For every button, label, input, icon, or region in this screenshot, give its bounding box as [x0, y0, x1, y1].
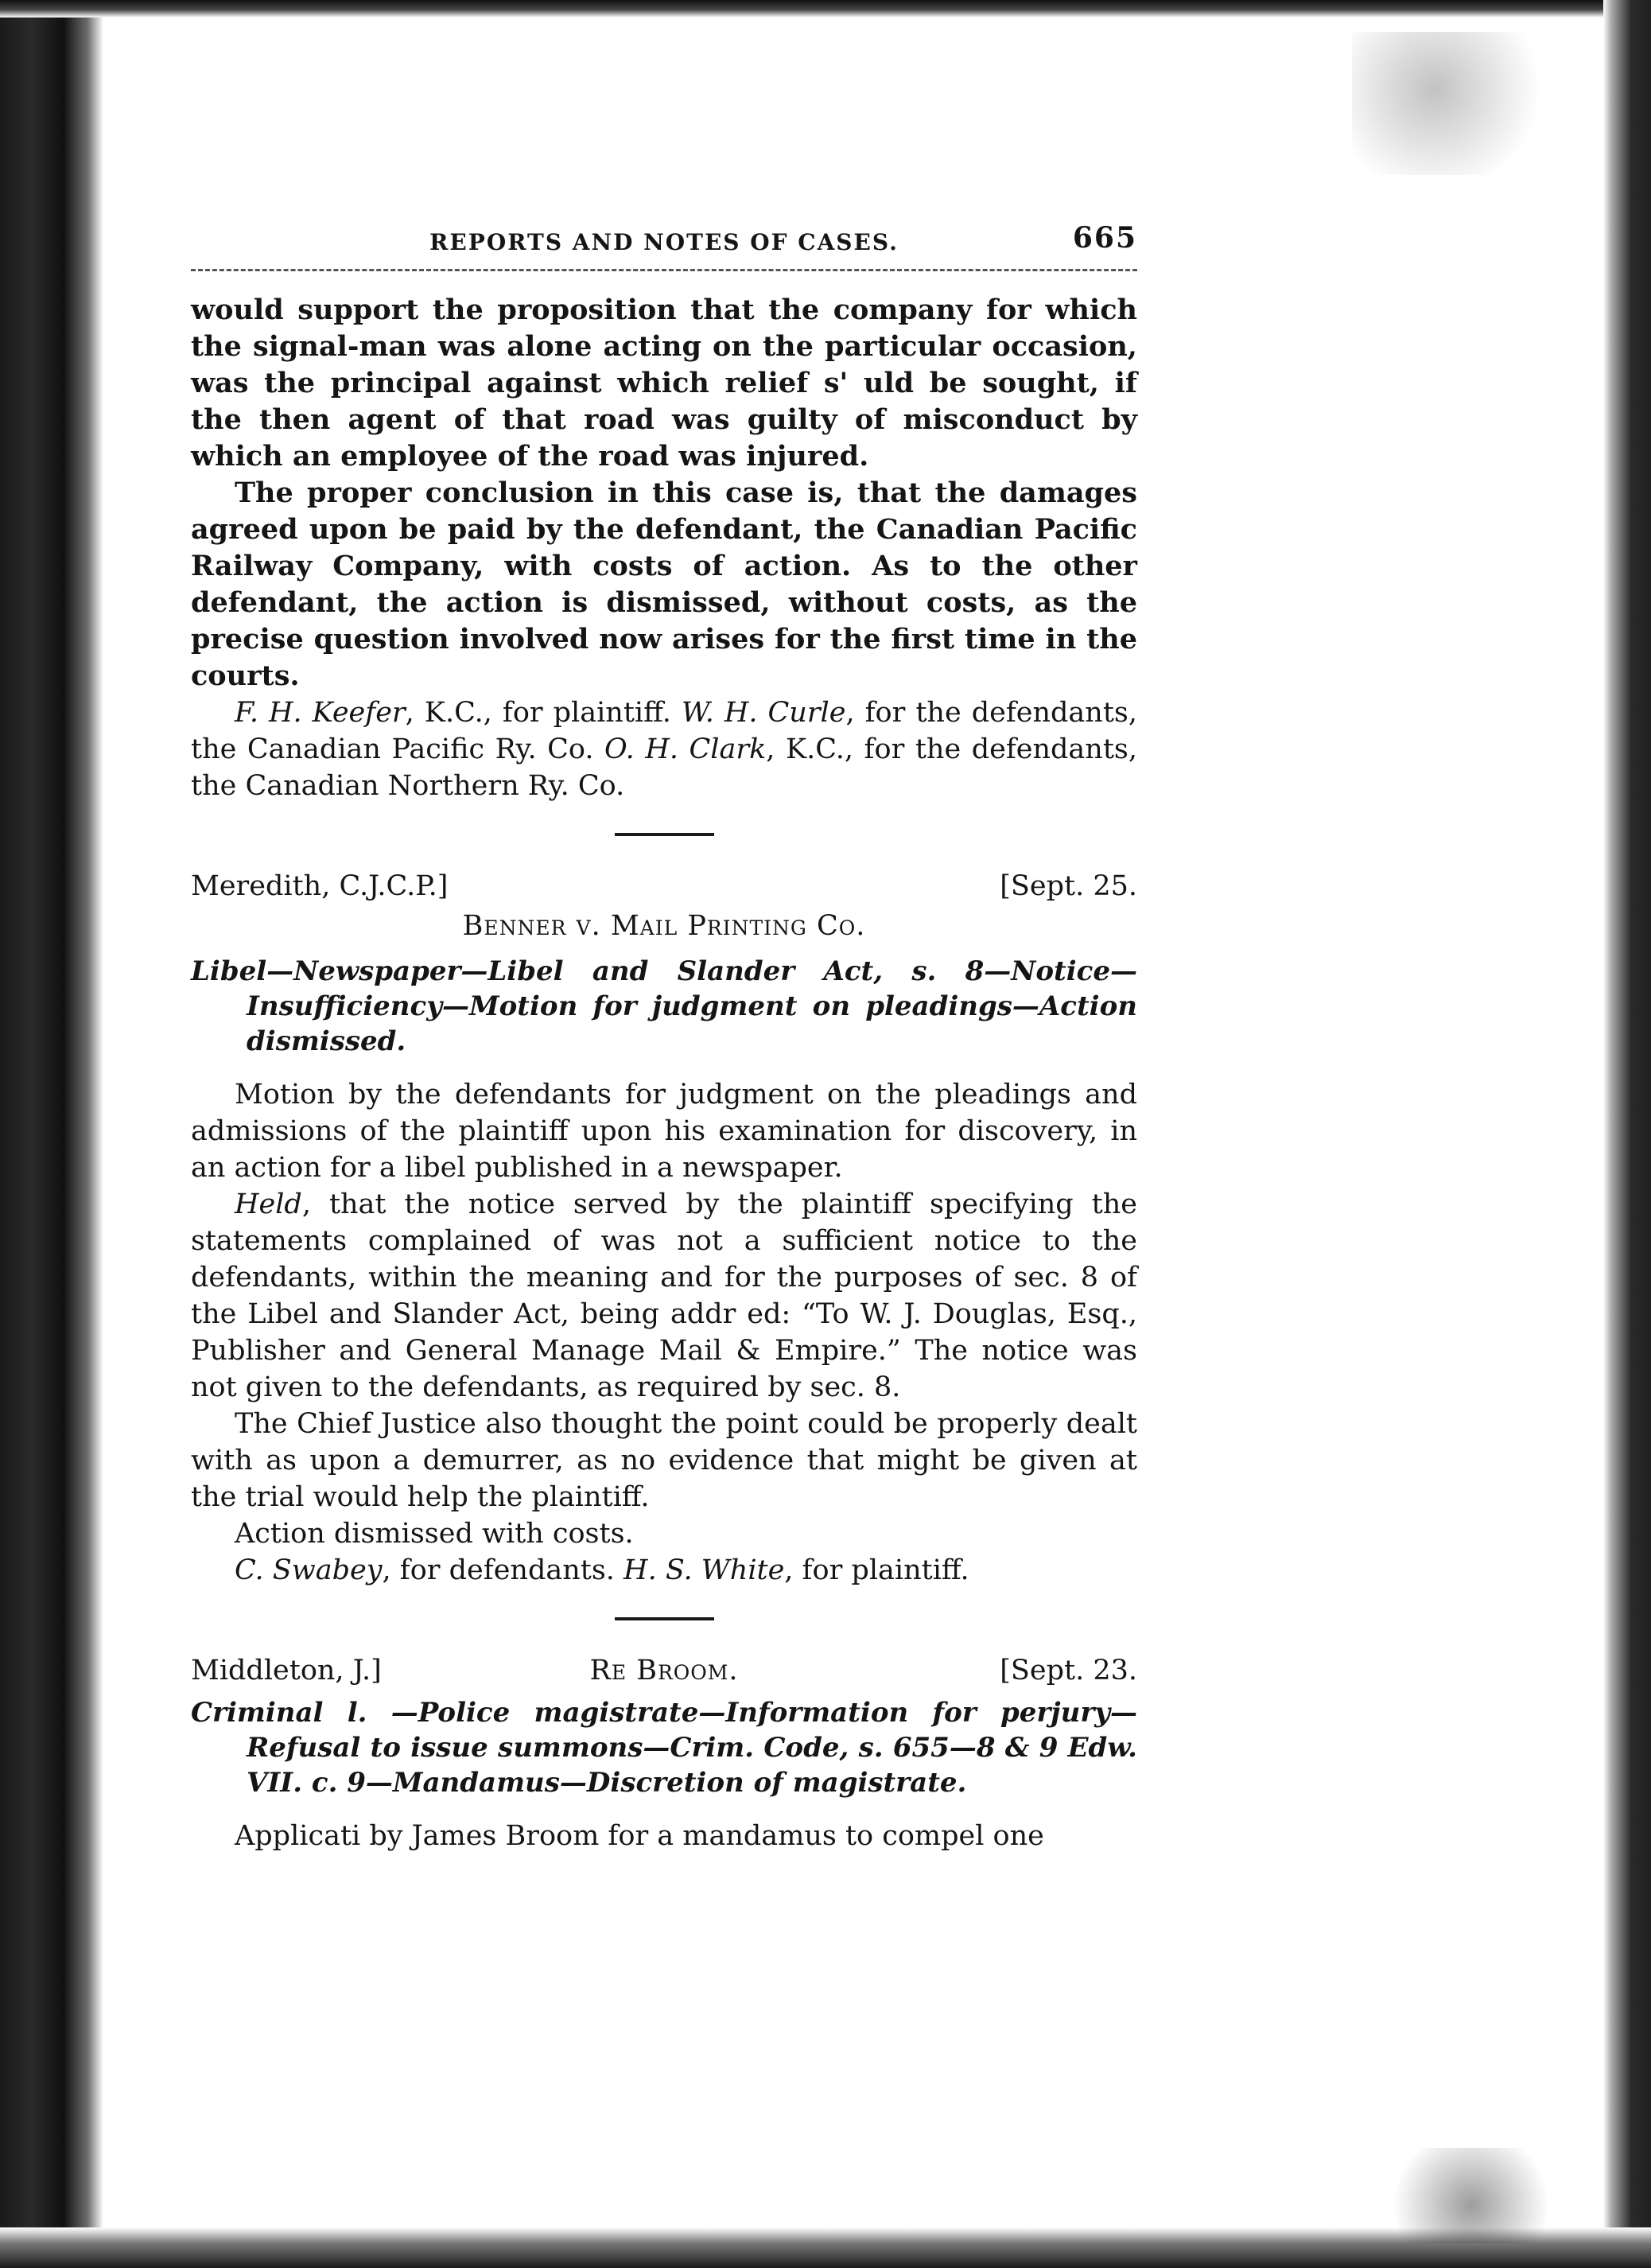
scan-top-edge	[0, 0, 1651, 18]
held-word: Held	[235, 1188, 302, 1220]
case-title: Re Broom.	[589, 1655, 739, 1686]
counsel-text: , for the defendants, the Canadian Pacific Ry. Co.	[191, 697, 1137, 765]
document-page	[191, 215, 1137, 1854]
scan-right-edge	[1603, 0, 1651, 2268]
counsel-name: F. H. Keefer	[235, 697, 406, 729]
header-rule	[191, 269, 1137, 271]
scan-speckle-bottom-right	[1376, 2148, 1567, 2243]
case-paragraph: Motion by the defendants for judgment on the pleadings and admissions of the plaintiff upon his examination for discovery, in an action for a libel published in a newspaper.	[191, 1079, 1137, 1184]
holding-text: , that the notice served by the plaintiff specifying the statements complained of was not a sufficient notice to the defendants, within the meaning and for the purposes of sec. 8 of the Libel and Slander Act, being addr ed: “To W. J. Douglas, Esq., Publisher and General Manage Mail & Empire.” The notice was not given to the defendants, as required by sec. 8.	[191, 1188, 1137, 1403]
disposition-line: Action dismissed with costs.	[235, 1518, 634, 1550]
counsel-text: , for defendants.	[382, 1554, 624, 1586]
section-divider	[615, 1617, 714, 1620]
counsel-text: , K.C., for the defendants, the Canadian Northern Ry. Co.	[191, 733, 1137, 802]
case-headnote: Criminal l. —Police magistrate—Information for perjury—Refusal to issue summons—Crim. Code, s. 655—8 & 9 Edw. VII. c. 9—Mandamus—Discretion of magistrate.	[191, 1697, 1137, 1799]
running-header	[191, 215, 1137, 263]
counsel-name: W. H. Curle	[681, 697, 846, 729]
counsel-name: H. S. White	[623, 1554, 785, 1586]
case-header-line	[191, 1652, 1137, 1692]
section-divider	[615, 833, 714, 836]
case-paragraph: Applicati by James Broom for a mandamus to compel one	[235, 1820, 1044, 1852]
page-number: 665	[1072, 221, 1137, 255]
holding-paragraph	[191, 1186, 1137, 1406]
case-headnote: Libel—Newspaper—Libel and Slander Act, s. 8—Notice—Insufficiency—Motion for judgment on pleadings—Action dismissed.	[191, 955, 1137, 1057]
scan-speckle-top-right	[1352, 32, 1559, 175]
counsel-name: C. Swabey	[235, 1554, 383, 1586]
case-judge: Middleton, J.]	[191, 1655, 382, 1686]
case-judge: Meredith, C.J.C.P.]	[191, 870, 449, 902]
case-title: Benner v. Mail Printing Co.	[462, 910, 866, 942]
counsel-paragraph	[191, 1552, 1137, 1589]
case-header-line	[191, 868, 1137, 908]
counsel-text: , for plaintiff.	[784, 1554, 969, 1586]
scan-left-edge	[0, 0, 103, 2268]
counsel-name: O. H. Clark	[604, 733, 767, 765]
counsel-text: , K.C., for plaintiff.	[405, 697, 682, 729]
case-paragraph: The Chief Justice also thought the point could be properly dealt with as upon a demurrer, as no evidence that might be given at the trial would help the plaintiff.	[191, 1408, 1137, 1513]
counsel-paragraph	[191, 694, 1137, 804]
conclusion-paragraph: The proper conclusion in this case is, that the damages agreed upon be paid by the defendant, the Canadian Pacific Railway Company, with costs of action. As to the other defendant, the action is dismissed, without costs, as the precise question involved now arises for the first time in the courts.	[191, 477, 1137, 692]
continuation-paragraph: would support the proposition that the company for which the signal-man was alone acting on the particular occasion, was the principal against which relief s' uld be sought, if the then agent of that road was guilty of misconduct by which an employee of the road was injured.	[191, 294, 1137, 473]
running-title: REPORTS AND NOTES OF CASES.	[429, 229, 899, 255]
case-date: [Sept. 25.	[1000, 870, 1137, 902]
case-date: [Sept. 23.	[1000, 1655, 1137, 1686]
